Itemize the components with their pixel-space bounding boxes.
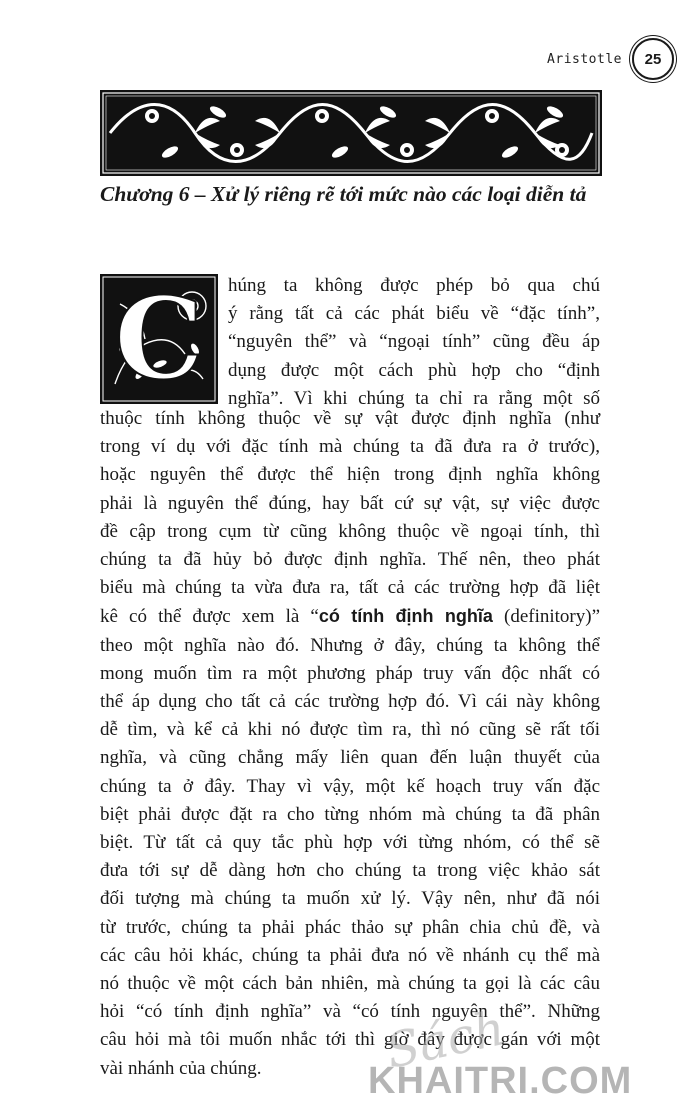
text-line: ý rằng tất cả các phát biểu về “đặc tính”,	[228, 303, 600, 325]
text-line: đề cập trong cụm từ cũng không thuộc về ngoại tính, thì	[100, 520, 600, 542]
text-run: (definitory)”	[492, 606, 601, 628]
watermark-brand: KHAITRI.COM	[368, 1060, 633, 1102]
text-line	[100, 602, 600, 631]
text-line: câu hỏi mà tôi muốn nhắc tới thì giờ đây được gán với một	[100, 1029, 600, 1051]
text-line: dễ tìm, và kể cả khi nó được tìm ra, thì nó cũng sẽ rất tối	[100, 719, 600, 741]
text-line: “nguyên thể” và “ngoại tính” cũng đều áp	[228, 331, 600, 353]
watermark	[368, 1000, 688, 1112]
decorative-dropcap-icon	[100, 274, 218, 404]
dropcap-letter: C	[114, 274, 204, 404]
text-line: nghĩa, và cũng chẳng mấy liên quan đến luận thuyết của	[100, 747, 600, 769]
text-line: vài nhánh của chúng.	[100, 1057, 262, 1079]
text-line: từ trước, chúng ta phải phác thảo sự phân chia chủ đề, và	[100, 916, 600, 938]
text-line: biểu mà chúng ta vừa đưa ra, tất cả các trường hợp đã liệt	[100, 577, 600, 599]
text-line: đưa tới sự dễ dàng hơn cho chúng ta trong việc khảo sát	[100, 860, 600, 882]
text-line: nó thuộc về một cách bản nhiên, mà chúng ta gọi là các câu	[100, 973, 600, 995]
text-line: dụng được một cách phù hợp cho “định	[228, 359, 600, 381]
bold-term: có tính định nghĩa	[318, 606, 493, 627]
text-line: theo một nghĩa nào đó. Nhưng ở đây, chúng ta không thể	[100, 634, 600, 656]
text-line: thể áp dụng cho tất cả các trường hợp đó. Vì cái này không	[100, 691, 600, 713]
text-line: thuộc tính không thuộc về sự vật được định nghĩa (như	[100, 408, 600, 429]
text-run: kê có thể được xem là “	[100, 606, 319, 628]
text-line: các câu hỏi khác, chúng ta phải đưa nó về nhánh cụ thể mà	[100, 944, 600, 966]
text-line: đối tượng mà chúng ta muốn xử lý. Vậy nên, như đã nói	[100, 888, 600, 910]
text-line: biệt. Từ tất cả quy tắc phù hợp với từng nhóm, có thể sẽ	[100, 832, 600, 854]
text-line: phải là nguyên thể đúng, hay bất cứ sự vật, sự việc được	[100, 492, 600, 514]
running-title: Aristotle	[547, 51, 622, 67]
text-line: chúng ta đã hủy bỏ được định nghĩa. Thế nên, theo phát	[100, 549, 600, 571]
text-line: trong ví dụ với đặc tính mà chúng ta đã đưa ra ở trước),	[100, 436, 600, 458]
page-number-badge: 25	[632, 38, 674, 80]
body-paragraph	[100, 405, 600, 1083]
text-line: mong muốn tìm ra một phương pháp truy vấn độc nhất có	[100, 662, 600, 684]
ornamental-border-icon	[100, 90, 602, 176]
chapter-title: Chương 6 – Xử lý riêng rẽ tới mức nào các loại diễn tả	[100, 182, 587, 206]
text-line: chúng ta ở đây. Thay vì vậy, một kế hoạch truy vấn đặc	[100, 775, 600, 797]
text-line: húng ta không được phép bỏ qua chú	[228, 275, 600, 296]
page-header	[547, 38, 674, 80]
text-line: hoặc nguyên thể được thể hiện trong định nghĩa không	[100, 464, 600, 486]
watermark-script: Sách	[381, 1000, 510, 1080]
text-line: biệt phải được đặt ra cho từng nhóm mà chúng ta đã phân	[100, 803, 600, 825]
dropcap-paragraph-lines	[228, 272, 600, 413]
text-line: nghĩa”. Vì khi chúng ta chỉ ra rằng một số	[228, 387, 600, 409]
text-line: hỏi “có tính định nghĩa” và “có tính nguyên thể”. Những	[100, 1001, 600, 1023]
